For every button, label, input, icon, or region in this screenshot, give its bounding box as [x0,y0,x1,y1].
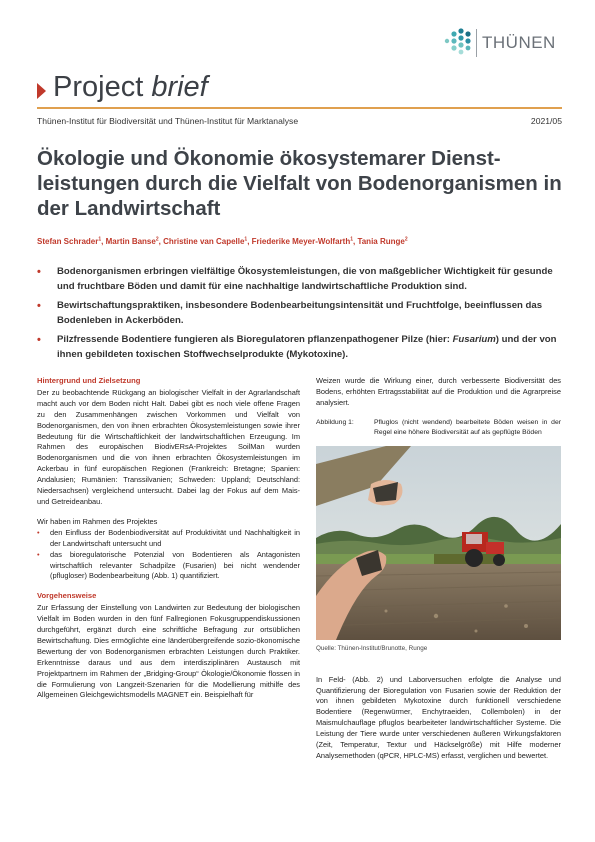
author: Friederike Meyer-Wolfarth$^1$, [251,236,358,246]
left-column [37,376,300,710]
project-brief-main: Project [53,71,152,103]
figure-caption [316,418,561,438]
issue-number: 2021/05 [530,116,562,126]
project-brief-title [53,71,208,104]
article-title: Ökologie und Ökonomie ökosystemarer Dienst-leistungen durch die Vielfalt von Bodenorganismen in der Landwirtschaft [37,147,562,220]
bullet-icon: • [37,334,41,346]
key-points-list [37,265,562,367]
thuenen-logo [443,25,563,61]
title-marker-icon [37,83,46,99]
author: Martin Banse$^2$, [105,236,164,246]
key-point: • Pilzfressende Bodentiere fungieren als Bioregulatoren pflanzenpathogener Pilze (hier: Fusarium) und der von ihnen gebildeten toxischen Stoffwechselprodukte (Mykotoxine). [37,334,557,360]
author: Tania Runge$^2$ [357,236,408,246]
list-item: • das bioregulatorische Potenzial von Bodentieren als Antagonisten wirtschaftlich relevanter Schadpilze (Fusarien) bei nicht wendender (pflugloser) Bodenbearbeitung (Abb. 1) quantifiziert. [37,549,300,581]
figure-caption-text: Pfluglos (nicht wendend) bearbeitete Böden weisen in der Regel eine höhere Biodiversität auf als gepflügte Böden [374,418,561,436]
logo-separator [476,29,477,57]
continuation-paragraph: Weizen wurde die Wirkung einer, durch verbesserte Biodiversität des Bodens, erhöhten Ertragsstabilität auf die Produktion und die Agrarpreise analysiert. [316,376,561,407]
project-brief-italic: brief [151,71,208,103]
method-paragraph: Zur Erfassung der Einstellung von Landwirten zur Bedeutung der biologischen Vielfalt im Boden wurden in den fünf Fallregionen Fokusgruppendiskussionen durchgeführt, ergänzt durch eine schriftliche Befragung zur ortsüblichen Bewirtschaftung. Dies ermöglichte eine länderübergreifende sozio-ökonomische Bewertung der von Bodenorganismen erbrachten Leistungen durch Praktiker. Erkenntnisse daraus und aus dem interdisziplinären Austausch mit Projektpartnern im Rahmen der „Bridging-Group“ Ökologie/Ökonomie flossen in die Formulierung von Langzeit-Szenarien für die Modellierung mithilfe des Allgemeinen Gleichgewichtsmodells MAGNET ein. Beispielhaft für [37,603,300,700]
analysis-paragraph: In Feld- (Abb. 2) und Laborversuchen erfolgte die Analyse und Quantifizierung der Bioregulation von Fusarien sowie der Reduktion der von ihnen gebildeten Mykotoxine durch funktionell verschiedene Bodentiere (Regenwürmer, Enchytraeiden, Collembolen) in der Maismulchauflage pfluglos bearbeiteter landwirtschaftlicher Systeme. Die Leistung der Tiere wurde unter verschiedenen äußeren Wirkungsfaktoren (Zeit, Temperatur, Textur und Häckselgröße) mit Hilfe moderner Analysemethoden (qPCR, HPLC-MS) erfasst, verglichen und bewertet. [316,674,561,760]
figure-photo [316,446,561,640]
bullet-icon: • [37,300,41,312]
bullet-icon: • [37,266,41,278]
field-tractor-image [316,446,561,640]
bullet-icon: • [37,549,40,559]
project-goals-list [37,528,300,583]
logo-wordmark: THÜNEN [482,33,556,52]
author: Christine van Capelle$^1$, [163,236,252,246]
key-point: • Bewirtschaftungspraktiken, insbesondere Bodenbearbeitungsintensität und Fruchtfolge, beeinflussen das Bodenleben in Ackerböden. [37,300,543,326]
header-rule [37,107,562,109]
figure-label: Abbildung 1: [316,418,354,426]
list-intro: Wir haben im Rahmen des Projektes [37,516,158,526]
section-heading-background: Hintergrund und Zielsetzung [37,376,141,385]
list-item: • den Einfluss der Bodenbiodiversität auf Produktivität und Nachhaltigkeit in der Landwirtschaft untersucht und [37,527,300,548]
institutes-line: Thünen-Institut für Biodiversität und Thünen-Institut für Marktanalyse [37,116,299,126]
author: Stefan Schrader$^1$, [37,236,106,246]
photo-source: Quelle: Thünen-Institut/Brunotte, Runge [316,644,428,652]
right-column [316,376,561,771]
section-heading-method: Vorgehensweise [37,591,97,601]
bullet-icon: • [37,527,40,537]
author-list [37,236,567,246]
background-paragraph: Der zu beobachtende Rückgang an biologischer Vielfalt in der Agrarlandschaft macht auch vor dem Boden nicht Halt. Dabei gibt es noch viele offene Fragen zu den Zusammenhängen zwischen Vorkommen und Vielfalt von Bodenorganismen, den von ihnen erbrachten Ökosystemleistungen sowie ihrer Bedeutung für die Wirtschaftlichkeit der landwirtschaftlichen Erzeugung. Im Rahmen des europäischen BiodivERsA-Projektes SoilMan wurden Bodenorganismen und die von ihnen erbrachten Ökosystemleistungen im Ackerbau in fünf europäischen Regionen (Frankreich: Bretagne; Spanien: Andalusien; Rumänien: Transsilvanien; Schweden: Uppland; Deutschland: Niedersachsen) vergleichend untersucht. Dabei lag der Fokus auf dem Mais- und Getreideanbau. [37,387,300,506]
logo-dots-icon [443,27,473,57]
key-point: • Bodenorganismen erbringen vielfältige Ökosystemleistungen, die von maßgeblicher Wichtigkeit für gesunde und fruchtbare Böden und damit für eine nachhaltige landwirtschaftliche Produktion sind. [37,266,553,292]
